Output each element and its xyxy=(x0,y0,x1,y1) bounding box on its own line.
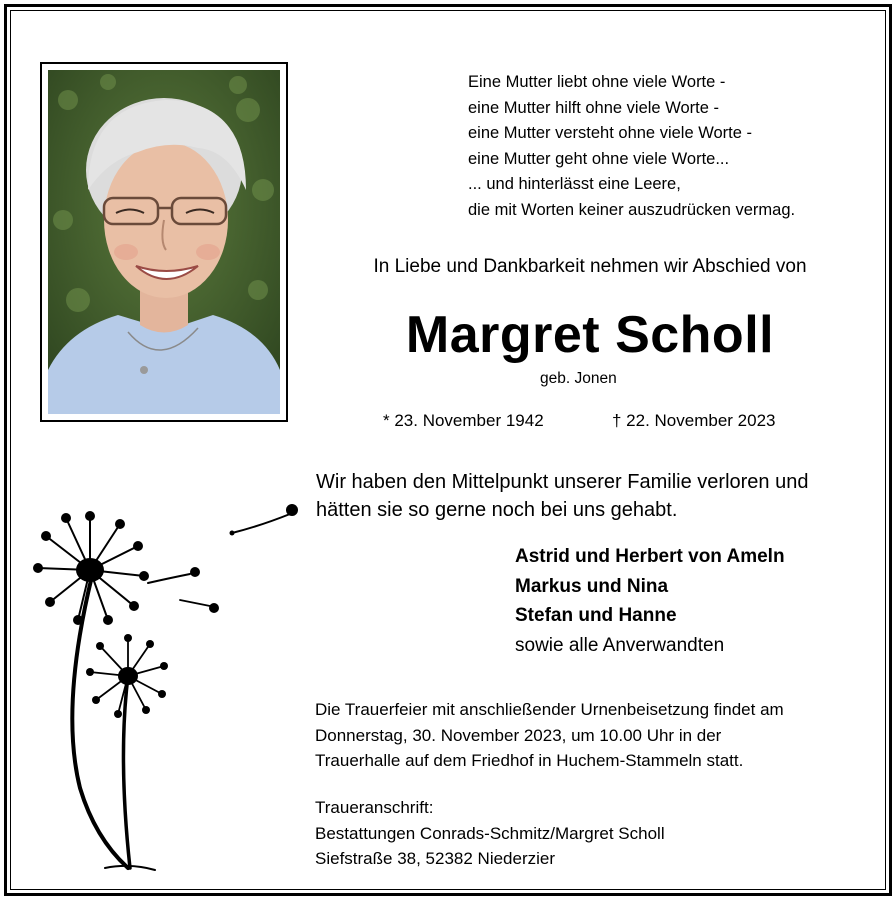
mourner-name: Markus und Nina xyxy=(515,575,669,597)
address-line: Bestattungen Conrads-Schmitz/Margret Scholl xyxy=(315,823,665,843)
mourner-name: Astrid und Herbert von Ameln xyxy=(515,546,785,567)
funeral-service-info xyxy=(315,697,784,774)
poem-line: eine Mutter versteht ohne viele Worte - xyxy=(468,124,752,142)
dandelion-illustration xyxy=(20,488,310,878)
poem-line: eine Mutter geht ohne viele Worte... xyxy=(468,149,730,168)
other-relatives: sowie alle Anverwandten xyxy=(515,634,725,656)
poem-line: ... und hinterlässt eine Leere, xyxy=(468,175,681,193)
poem-line: eine Mutter hilft ohne viele Worte - xyxy=(468,98,719,117)
farewell-intro: In Liebe und Dankbarkeit nehmen wir Abschied von xyxy=(373,256,807,277)
service-line: Donnerstag, 30. November 2023, um 10.00 Uhr in der xyxy=(315,725,722,745)
poem-line: Eine Mutter liebt ohne viele Worte - xyxy=(468,73,726,91)
loss-line: Wir haben den Mittelpunkt unserer Familie verloren und xyxy=(316,471,809,493)
portrait-photo xyxy=(40,62,288,422)
loss-statement xyxy=(316,468,808,524)
poem-line: die mit Worten keiner auszudrücken vermag. xyxy=(468,200,796,219)
deceased-name: Margret Scholl xyxy=(405,306,775,364)
death-date: † 22. November 2023 xyxy=(612,411,776,430)
address-line: Siefstraße 38, 52382 Niederzier xyxy=(315,849,556,868)
portrait-image xyxy=(48,70,280,414)
address-label: Traueranschrift: xyxy=(315,798,434,817)
mourning-address xyxy=(315,795,665,872)
loss-line: hätten sie so gerne noch bei uns gehabt. xyxy=(316,499,678,521)
birth-date: * 23. November 1942 xyxy=(383,411,544,430)
poem xyxy=(468,70,795,223)
mourners-list xyxy=(515,542,785,660)
service-line: Die Trauerfeier mit anschließender Urnenbeisetzung findet am xyxy=(315,700,784,719)
birth-name: geb. Jonen xyxy=(540,370,617,387)
mourner-name: Stefan und Hanne xyxy=(515,605,677,626)
service-line: Trauerhalle auf dem Friedhof in Huchem-Stammeln statt. xyxy=(315,751,744,770)
